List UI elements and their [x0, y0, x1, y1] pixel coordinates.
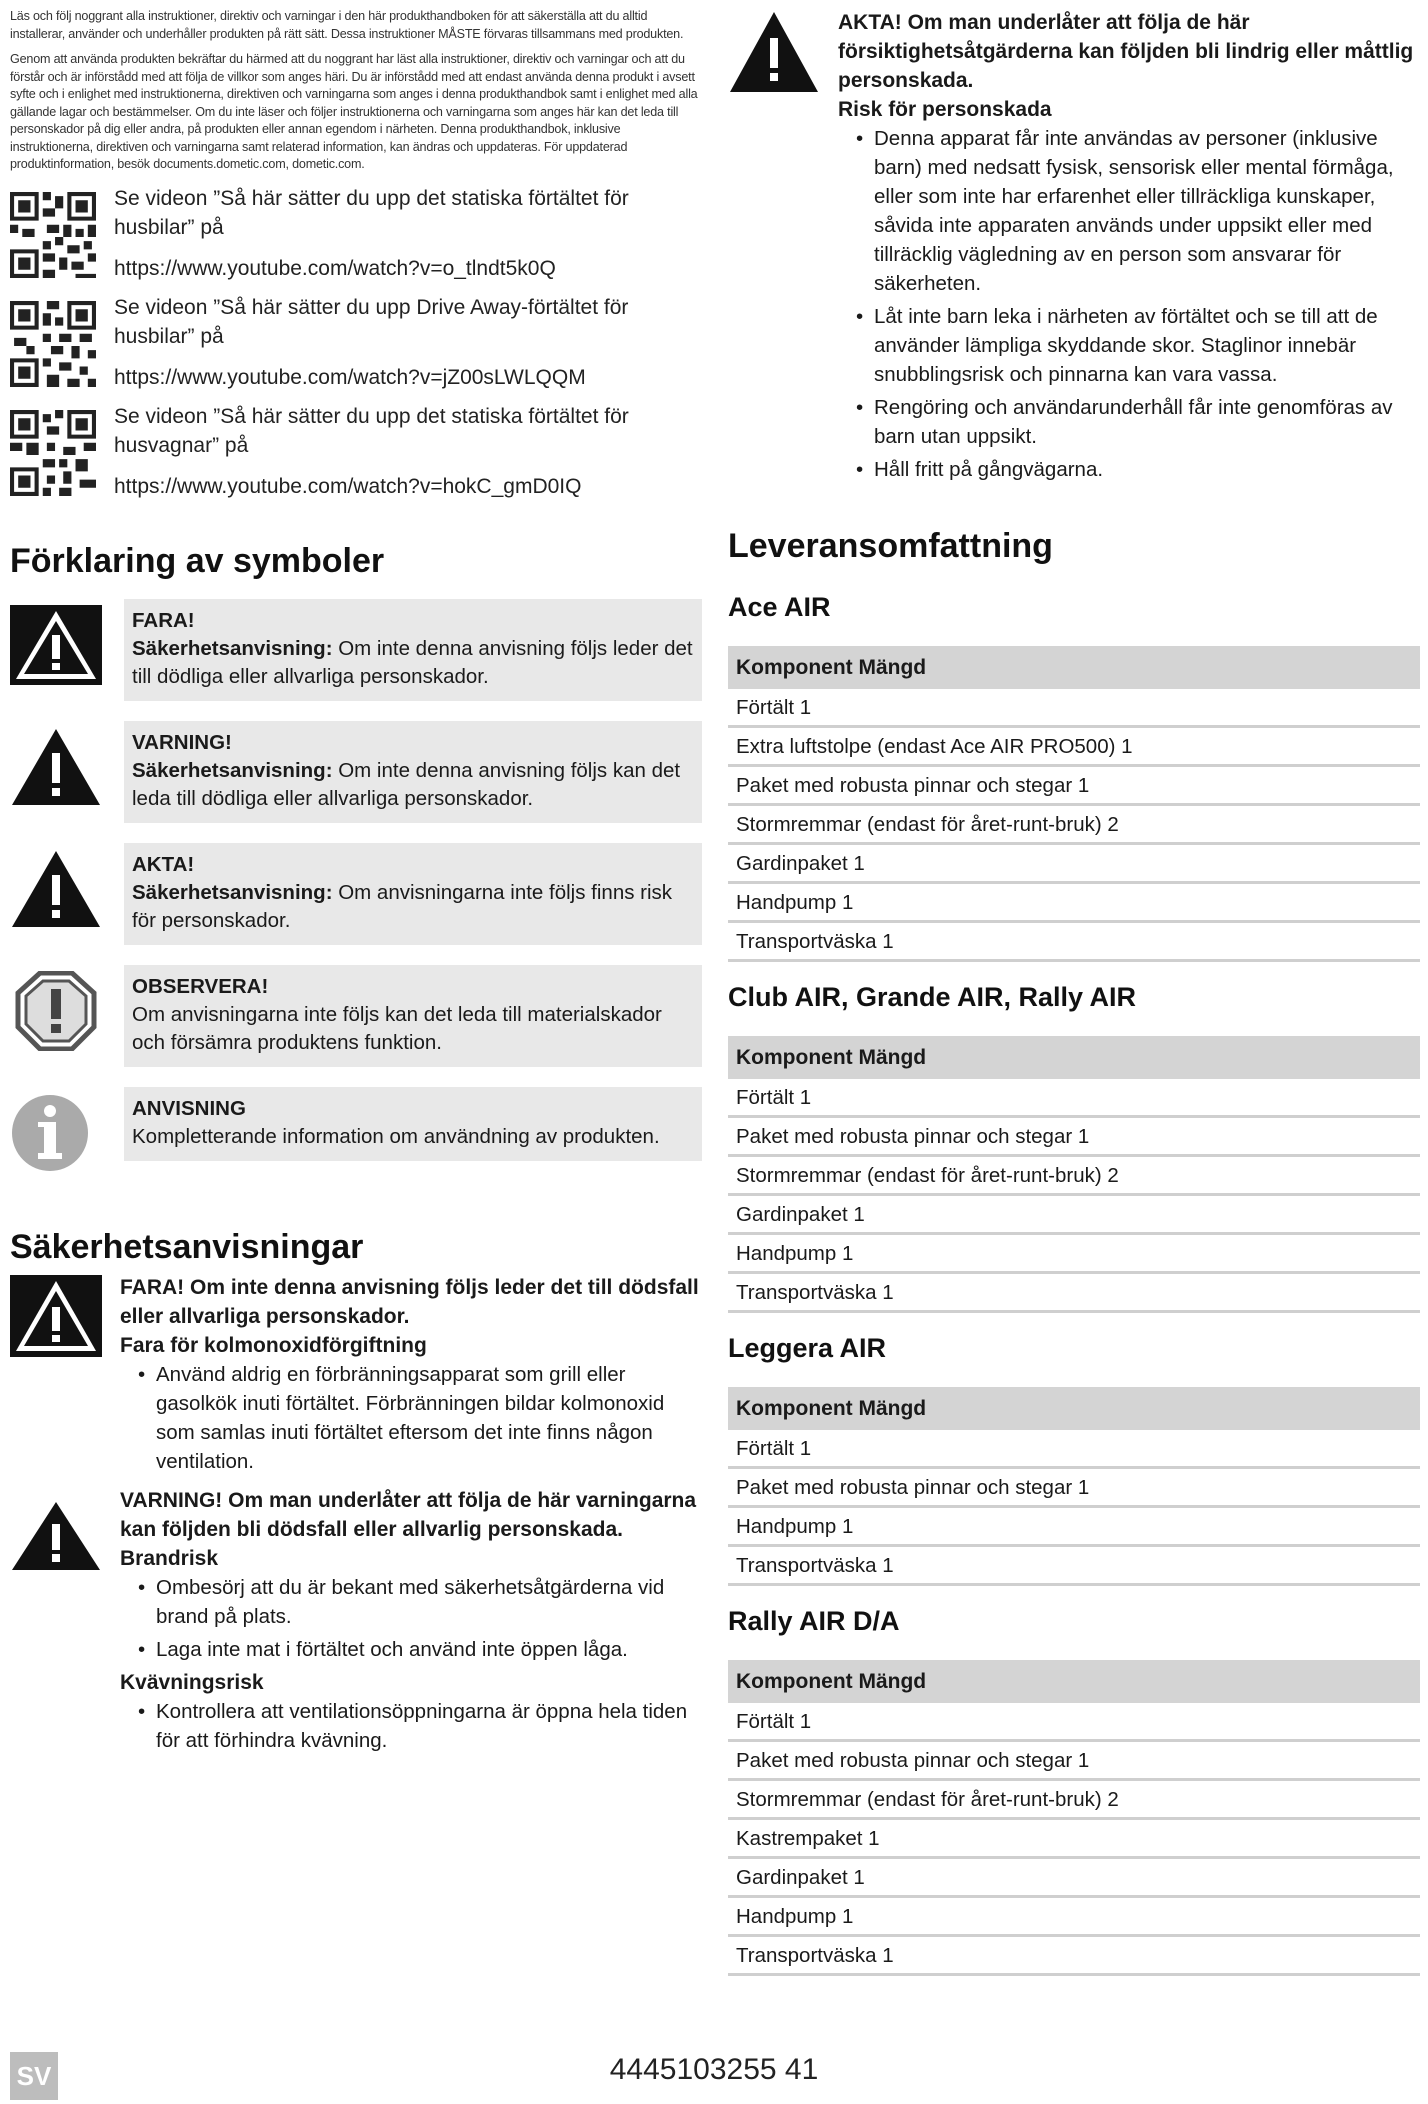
symbols-heading: Förklaring av symboler — [10, 541, 385, 580]
component-table — [728, 646, 1420, 962]
warning-triangle-icon — [10, 1488, 102, 1572]
table-row: Handpump 1 — [728, 1898, 1420, 1937]
product-section — [728, 980, 1420, 1313]
product-name: Rally AIR D/A — [728, 1606, 900, 1636]
table-row: Handpump 1 — [728, 1508, 1420, 1547]
table-header: Komponent Mängd — [728, 1387, 1420, 1430]
safety-headline: VARNING! Om man underlåter att följa de här varningarna kan följden bli dödsfall eller allvarlig personskada. — [120, 1488, 697, 1541]
safety-subheading: Fara för kolmonoxidförgiftning — [120, 1333, 427, 1357]
table-header: Komponent Mängd — [728, 1660, 1420, 1703]
product-section — [728, 1331, 1420, 1586]
component-table — [728, 1036, 1420, 1313]
symbol-item-anvisning — [10, 1087, 702, 1187]
list-item: • Laga inte mat i förtältet och använd inte öppen låga. — [120, 1635, 702, 1664]
symbol-text: Om anvisningarna inte följs finns risk för personskador. — [132, 880, 673, 932]
safety-fara — [10, 1273, 702, 1480]
video-description — [114, 293, 702, 392]
table-header: Komponent Mängd — [728, 646, 1420, 689]
video-item — [10, 293, 702, 392]
symbol-title: OBSERVERA! — [132, 974, 269, 998]
safety-text — [120, 1273, 702, 1480]
list-item: • Låt inte barn leka i närheten av förtältet och se till att de använder lämpliga skyddande skor. Staglinor innebär snubblingsrisk och pinnarna kan vara vassa. — [838, 302, 1420, 389]
table-row: Transportväska 1 — [728, 1937, 1420, 1976]
table-row: Stormremmar (endast för året-runt-bruk) 2 — [728, 1781, 1420, 1820]
symbol-title: VARNING! — [132, 730, 232, 754]
symbol-item-akta — [10, 843, 702, 943]
intro-paragraph-2: Genom att använda produkten bekräftar du härmed att du noggrant har läst alla instruktioner, direktiv och varningar och att du förstår och är införstådd med att följa de villkor som anges häri. Du är införstådd med att endast använda denna produkt i avsett syfte och i enlighet med instruktionerna, direktiven och varningarna som anges i denna produkthandbok samt i enlighet med alla gällande lagar och bestämmelser. Om du inte läser och följer instruktionerna och varningarna som anges här kan det leda till personskador på dig eller andra, på produkten eller annan egendom i närheten. Denna produkthandbok, inklusive instruktionerna, direktiven och varningarna samt relaterad information, kan ändras och uppdateras. För uppdaterad produktinformation, besök documents.dometic.com, dometic.com. — [10, 52, 698, 171]
delivery-heading: Leveransomfattning — [728, 527, 1053, 565]
video-link[interactable]: https://www.youtube.com/watch?v=hokC_gmD0IQ — [114, 474, 582, 498]
page-number: 4445103255 41 — [609, 2053, 819, 2086]
symbol-label: Säkerhetsanvisning: — [132, 758, 333, 782]
product-section — [728, 1604, 1420, 1976]
notice-octagon-icon — [10, 971, 102, 1051]
table-row: Gardinpaket 1 — [728, 1859, 1420, 1898]
product-name: Club AIR, Grande AIR, Rally AIR — [728, 982, 1137, 1012]
info-circle-icon — [10, 1093, 102, 1173]
symbol-text: Om inte denna anvisning följs kan det leda till dödliga eller allvarliga personskador. — [132, 758, 681, 810]
list-item: • Rengöring och användarunderhåll får inte genomföras av barn utan uppsikt. — [838, 393, 1420, 451]
left-column — [10, 8, 702, 1759]
symbol-description — [124, 1087, 702, 1161]
table-row: Paket med robusta pinnar och stegar 1 — [728, 767, 1420, 806]
list-item: • Kontrollera att ventilationsöppningarna är öppna hela tiden för att förhindra kvävning. — [120, 1697, 702, 1755]
video-description — [114, 184, 702, 283]
table-row: Gardinpaket 1 — [728, 845, 1420, 884]
safety-bullets — [120, 1573, 702, 1664]
safety-bullets — [120, 1360, 702, 1476]
qr-code-icon — [10, 301, 96, 387]
safety-subheading: Risk för personskada — [838, 98, 1052, 121]
table-row: Paket med robusta pinnar och stegar 1 — [728, 1118, 1420, 1157]
warning-triangle-icon — [10, 727, 102, 807]
list-item: • Håll fritt på gångvägarna. — [838, 455, 1420, 484]
intro-paragraph-1: Läs och följ noggrant alla instruktioner, direktiv och varningar i den här produkthandboken för att säkerställa att du alltid installerar, använder och underhåller produkten på rätt sätt. Dessa instruktioner MÅSTE förvaras tillsammans med produkten. — [10, 9, 684, 41]
symbol-item-varning — [10, 721, 702, 821]
warning-triangle-icon — [10, 1275, 102, 1359]
table-row: Handpump 1 — [728, 1235, 1420, 1274]
qr-code-icon — [10, 410, 96, 496]
symbol-list — [10, 599, 702, 1187]
symbol-item-fara — [10, 599, 702, 699]
video-link[interactable]: https://www.youtube.com/watch?v=jZ00sLWLQQM — [114, 365, 586, 389]
table-row: Transportväska 1 — [728, 1274, 1420, 1313]
table-row: Förtält 1 — [728, 1703, 1420, 1742]
symbol-description — [124, 843, 702, 945]
symbol-text: Om anvisningarna inte följs kan det leda till materialskador och försämra produktens funktion. — [132, 1002, 662, 1054]
video-link[interactable]: https://www.youtube.com/watch?v=o_tlndt5k0Q — [114, 256, 556, 280]
video-description — [114, 402, 702, 501]
product-name: Leggera AIR — [728, 1333, 887, 1363]
safety-akta — [728, 8, 1420, 488]
list-item: • Använd aldrig en förbränningsapparat som grill eller gasolkök inuti förtältet. Förbränningen bildar kolmonoxid som samlas inuti förtältet eftersom det inte finns någon ventilation. — [120, 1360, 702, 1476]
table-row: Stormremmar (endast för året-runt-bruk) 2 — [728, 806, 1420, 845]
video-title: Se videon ”Så här sätter du upp Drive Away-förtältet för husbilar” på — [114, 295, 629, 348]
video-list — [10, 184, 702, 501]
product-name: Ace AIR — [728, 592, 831, 622]
video-item — [10, 402, 702, 501]
symbol-description — [124, 965, 702, 1067]
video-item — [10, 184, 702, 283]
table-row: Handpump 1 — [728, 884, 1420, 923]
warning-triangle-icon — [10, 849, 102, 929]
product-section — [728, 590, 1420, 962]
symbol-label: Säkerhetsanvisning: — [132, 636, 333, 660]
safety-headline: AKTA! Om man underlåter att följa de här försiktighetsåtgärderna kan följden bli lindrig eller måttlig personskada. — [838, 11, 1414, 92]
component-table — [728, 1387, 1420, 1586]
warning-triangle-icon — [10, 605, 102, 685]
symbol-description — [124, 599, 702, 701]
symbol-label: Säkerhetsanvisning: — [132, 880, 333, 904]
table-header: Komponent Mängd — [728, 1036, 1420, 1079]
symbol-item-observera — [10, 965, 702, 1065]
video-title: Se videon ”Så här sätter du upp det statiska förtältet för husvagnar” på — [114, 404, 629, 457]
table-row: Transportväska 1 — [728, 1547, 1420, 1586]
symbol-title: FARA! — [132, 608, 195, 632]
safety-headline: FARA! Om inte denna anvisning följs leder det till dödsfall eller allvarliga personskador. — [120, 1275, 699, 1328]
safety-text — [120, 1486, 702, 1759]
safety-heading: Säkerhetsanvisningar — [10, 1227, 364, 1266]
video-title: Se videon ”Så här sätter du upp det statiska förtältet för husbilar” på — [114, 186, 629, 239]
warning-triangle-icon — [728, 10, 820, 94]
list-item: • Denna apparat får inte användas av personer (inklusive barn) med nedsatt fysisk, sensorisk eller mental förmåga, eller som inte har erfarenhet eller tillräckliga kunskaper, såvida inte apparaten används under uppsikt eller med tillräcklig vägledning av en person som ansvarar för säkerheten. — [838, 124, 1420, 298]
safety-subheading: Kvävningsrisk — [120, 1670, 264, 1694]
table-row: Transportväska 1 — [728, 923, 1420, 962]
safety-bullets — [838, 124, 1420, 484]
table-row: Gardinpaket 1 — [728, 1196, 1420, 1235]
symbol-text: Kompletterande information om användning av produkten. — [132, 1124, 660, 1148]
symbol-description — [124, 721, 702, 823]
language-badge: SV — [10, 2052, 58, 2100]
safety-varning — [10, 1486, 702, 1759]
table-row: Förtält 1 — [728, 1430, 1420, 1469]
list-item: • Ombesörj att du är bekant med säkerhetsåtgärderna vid brand på plats. — [120, 1573, 702, 1631]
symbol-text: Om inte denna anvisning följs leder det till dödliga eller allvarliga personskador. — [132, 636, 693, 688]
table-row: Kastrempaket 1 — [728, 1820, 1420, 1859]
safety-bullets — [120, 1697, 702, 1755]
table-row: Förtält 1 — [728, 689, 1420, 728]
component-table — [728, 1660, 1420, 1976]
safety-subheading: Brandrisk — [120, 1546, 219, 1570]
table-row: Paket med robusta pinnar och stegar 1 — [728, 1469, 1420, 1508]
symbol-title: AKTA! — [132, 852, 195, 876]
table-row: Stormremmar (endast för året-runt-bruk) 2 — [728, 1157, 1420, 1196]
symbol-title: ANVISNING — [132, 1096, 246, 1120]
intro-text — [10, 8, 702, 174]
table-row: Paket med robusta pinnar och stegar 1 — [728, 1742, 1420, 1781]
table-row: Förtält 1 — [728, 1079, 1420, 1118]
qr-code-icon — [10, 192, 96, 278]
table-row: Extra luftstolpe (endast Ace AIR PRO500) 1 — [728, 728, 1420, 767]
right-column — [728, 8, 1420, 1976]
safety-text — [838, 8, 1420, 488]
